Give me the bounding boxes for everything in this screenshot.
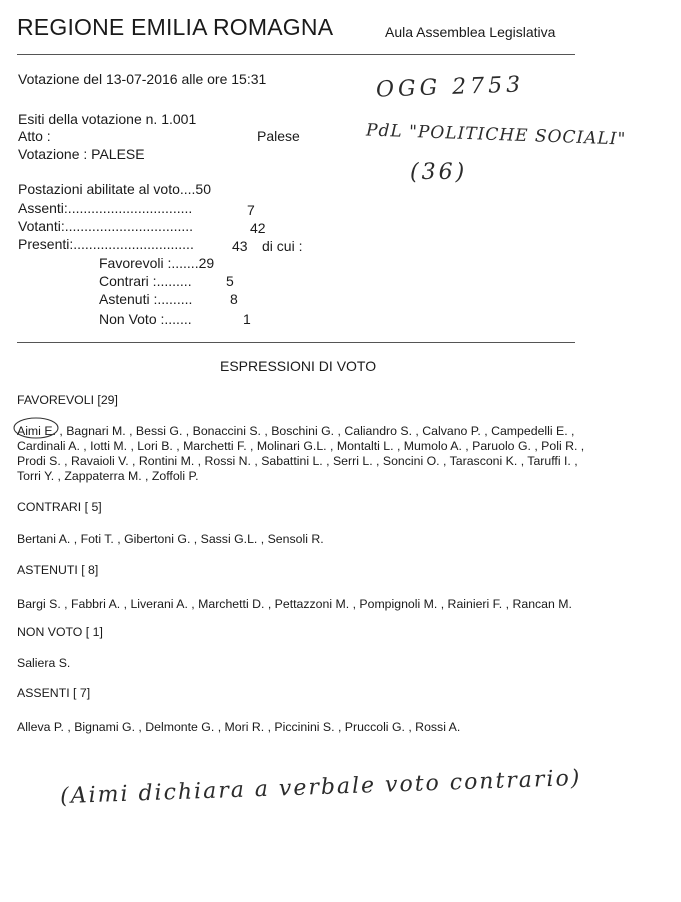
contrari-count-label: Contrari :......... bbox=[99, 273, 192, 289]
assenti-value: 7 bbox=[247, 202, 255, 218]
favorevoli-line: Prodi S. , Ravaioli V. , Rontini M. , Rossi N. , Sabattini L. , Serri L. , Soncini O. , Tarasconi K. , Taruffi I. , bbox=[17, 454, 578, 468]
nonvoto-names: Saliera S. bbox=[17, 656, 71, 670]
favorevoli-line: Aimi E. , Bagnari M. , Bessi G. , Bonaccini S. , Boschini G. , Caliandro S. , Calvano P. , Campedelli E. , bbox=[17, 424, 575, 438]
assenti-names: Alleva P. , Bignami G. , Delmonte G. , Mori R. , Piccinini S. , Pruccoli G. , Rossi A. bbox=[17, 720, 461, 734]
favorevoli-header: FAVOREVOLI [29] bbox=[17, 393, 118, 407]
astenuti-count-value: 8 bbox=[230, 291, 238, 307]
assenti-header: ASSENTI [ 7] bbox=[17, 686, 91, 700]
expressions-title: ESPRESSIONI DI VOTO bbox=[220, 358, 377, 374]
postazioni-line: Postazioni abilitate al voto....50 bbox=[18, 181, 212, 197]
stats-divider bbox=[17, 342, 575, 343]
favorevoli-line: Torri Y. , Zappaterra M. , Zoffoli P. bbox=[17, 469, 199, 483]
astenuti-names: Bargi S. , Fabbri A. , Liverani A. , Marchetti D. , Pettazzoni M. , Pompignoli M. , Rainieri F. , Rancan M. bbox=[17, 597, 572, 611]
votanti-label: Votanti:................................. bbox=[18, 218, 194, 234]
assenti-label: Assenti:................................ bbox=[18, 200, 193, 216]
vote-date-line: Votazione del 13-07-2016 alle ore 15:31 bbox=[18, 71, 267, 87]
vote-mode-value: Palese bbox=[257, 128, 300, 144]
di-cui-label: di cui : bbox=[262, 238, 303, 254]
header-divider bbox=[17, 54, 575, 55]
presenti-label: Presenti:............................... bbox=[18, 236, 194, 252]
contrari-header: CONTRARI [ 5] bbox=[17, 500, 102, 514]
handwritten-number: (36) bbox=[410, 160, 468, 185]
votanti-value: 42 bbox=[250, 220, 266, 236]
nonvoto-count-value: 1 bbox=[243, 311, 251, 327]
favorevoli-line: Cardinali A. , Iotti M. , Lori B. , Marchetti F. , Molinari G.L. , Montalti L. , Mumolo A. , Paruolo G. , Poli R. , bbox=[17, 439, 585, 453]
handwritten-note: (Aimi dichiara a verbale voto contrario) bbox=[59, 765, 582, 810]
contrari-names: Bertani A. , Foti T. , Gibertoni G. , Sassi G.L. , Sensoli R. bbox=[17, 532, 324, 546]
presenti-value: 43 bbox=[232, 238, 248, 254]
assembly-title: Aula Assemblea Legislativa bbox=[385, 24, 556, 40]
astenuti-count-label: Astenuti :......... bbox=[99, 291, 193, 307]
vote-result-line: Esiti della votazione n. 1.001 bbox=[18, 111, 197, 127]
nonvoto-header: NON VOTO [ 1] bbox=[17, 625, 103, 639]
atto-label: Atto : bbox=[18, 128, 51, 144]
astenuti-header: ASTENUTI [ 8] bbox=[17, 563, 99, 577]
votazione-line: Votazione : PALESE bbox=[18, 146, 145, 162]
region-title: REGIONE EMILIA ROMAGNA bbox=[17, 14, 334, 40]
handwritten-ogg: OGG 2753 bbox=[375, 72, 525, 103]
favorevoli-count: Favorevoli :.......29 bbox=[99, 255, 215, 271]
handwritten-pdl: PdL "POLITICHE SOCIALI" bbox=[365, 120, 627, 150]
contrari-count-value: 5 bbox=[226, 273, 234, 289]
nonvoto-count-label: Non Voto :....... bbox=[99, 311, 192, 327]
